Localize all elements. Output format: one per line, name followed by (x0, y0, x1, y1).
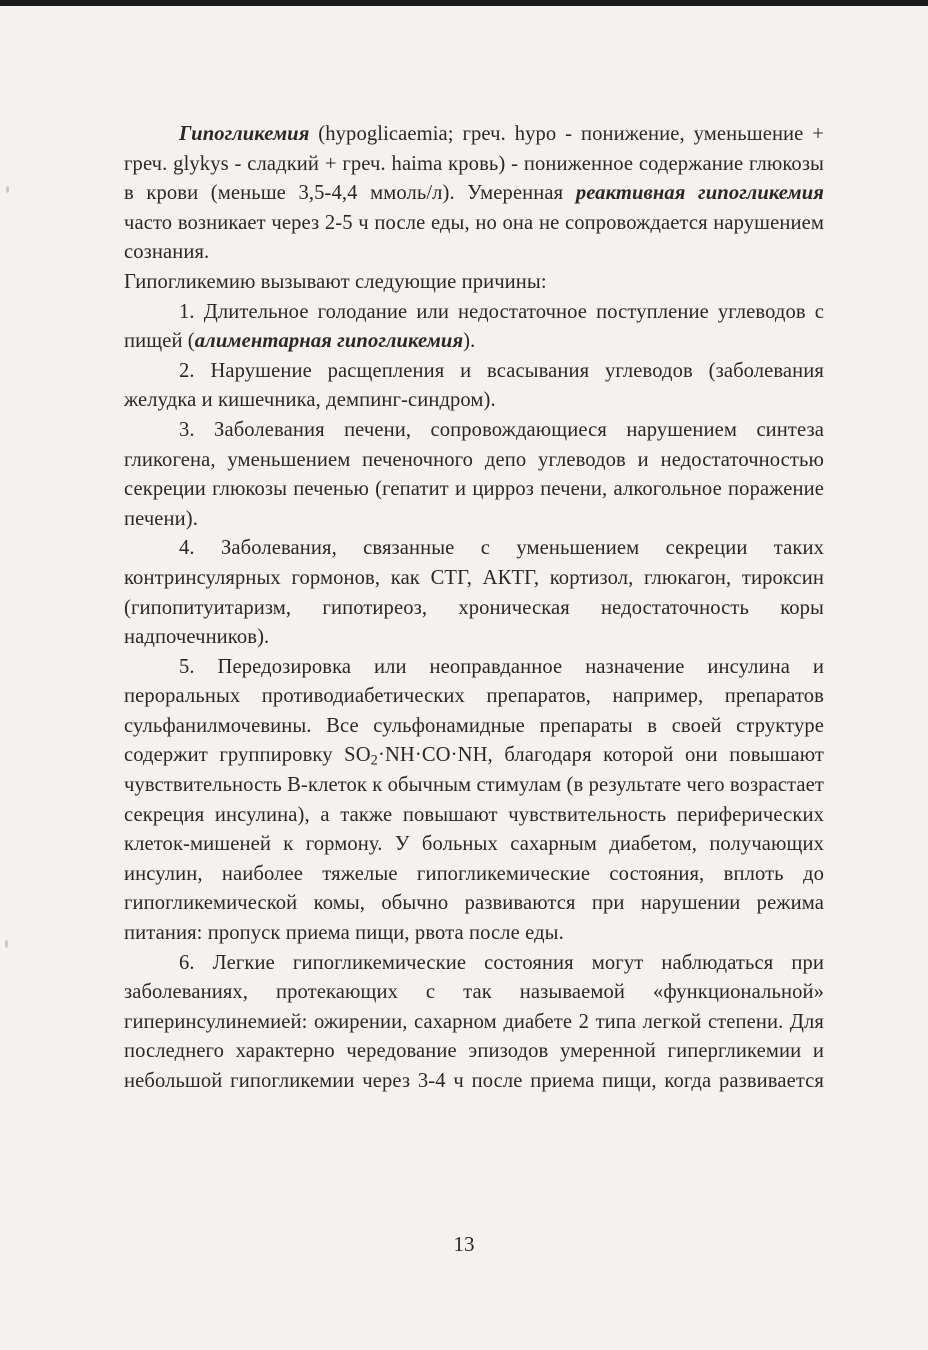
paragraph-item-5 (124, 653, 824, 949)
scan-top-edge (0, 0, 928, 6)
paragraph-item-1 (124, 298, 824, 357)
term-alimentary-hypoglycemia: алиментарная гипогликемия (194, 330, 464, 353)
page-number: 13 (453, 1232, 475, 1256)
paragraph-item-4: 4. Заболевания, связанные с уменьшением секреции таких контринсулярных гормонов, как СТГ, АКТГ, кортизол, глюкагон, тироксин (гипопитуитаризм, гипотиреоз, хроническая недостаточность коры надпочечников). (124, 537, 824, 649)
item5-subscript: 2 (370, 753, 378, 770)
paragraph-item-6: 6. Легкие гипогликемические состояния могут наблюдаться при заболеваниях, протекающих с так называемой «функциональной» гиперинсулинемией: ожирении, сахарном диабете 2 типа легкой степени. Для последнего характерно чередование эпизодов умеренной гипергликемии и небольшой гипогликемии через 3-4 ч после приема пищи, когда развивается (124, 951, 824, 1092)
item1-text-a: 1. Длительное голодание или недостаточное поступление углеводов с пищей ( (124, 300, 824, 353)
term-hypoglycemia: Гипогликемия (179, 123, 310, 145)
term-reactive-hypoglycemia: реактивная гипогликемия (575, 182, 824, 205)
intro-text-b: часто возникает через 2-5 ч после еды, но она не сопровождается нарушением сознания. (124, 211, 824, 264)
paragraph-item-2: 2. Нарушение расщепления и всасывания углеводов (заболевания желудка и кишечника, демпинг-синдром). (124, 359, 824, 412)
paragraph-item-3: 3. Заболевания печени, сопровождающиеся нарушением синтеза гликогена, уменьшением печеночного депо углеводов и недостаточностью секреции глюкозы печенью (гепатит и цирроз печени, алкогольное поражение печени). (124, 418, 824, 530)
scan-speck (5, 940, 8, 948)
intro-text-a: (hypoglicaemia; греч. hypo - понижение, уменьшение + греч. glykys - сладкий + греч. haima кровь) - пониженное содержание глюкозы в крови (меньше 3,5-4,4 ммоль/л). Умеренная (124, 123, 824, 205)
document-body (124, 120, 824, 1097)
scan-speck (6, 186, 9, 193)
item5-text-a: 5. Передозировка или неоправданное назначение инсулина и пероральных противодиабетических препаратов, например, препаратов сульфанилмочевины. Все сульфонамидные препараты в своей структуре содержит группировку SO (124, 655, 824, 767)
item5-text-b: ·NH·CO·NH, благодаря которой они повышают чувствительность В-клеток к обычным стимулам (в результате чего возрастает секреция инсулина), а также повышают чувствительность периферических клеток-мишеней к гормону. У больных сахарным диабетом, получающих инсулин, наиболее тяжелые гипогликемические состояния, вплоть до гипогликемической комы, обычно развиваются при нарушении режима питания: пропуск приема пищи, рвота после еды. (124, 744, 825, 945)
paragraph-intro (124, 120, 824, 268)
item1-text-b: ). (463, 330, 476, 353)
paragraph-causes-lead: Гипогликемию вызывают следующие причины: (124, 270, 547, 293)
